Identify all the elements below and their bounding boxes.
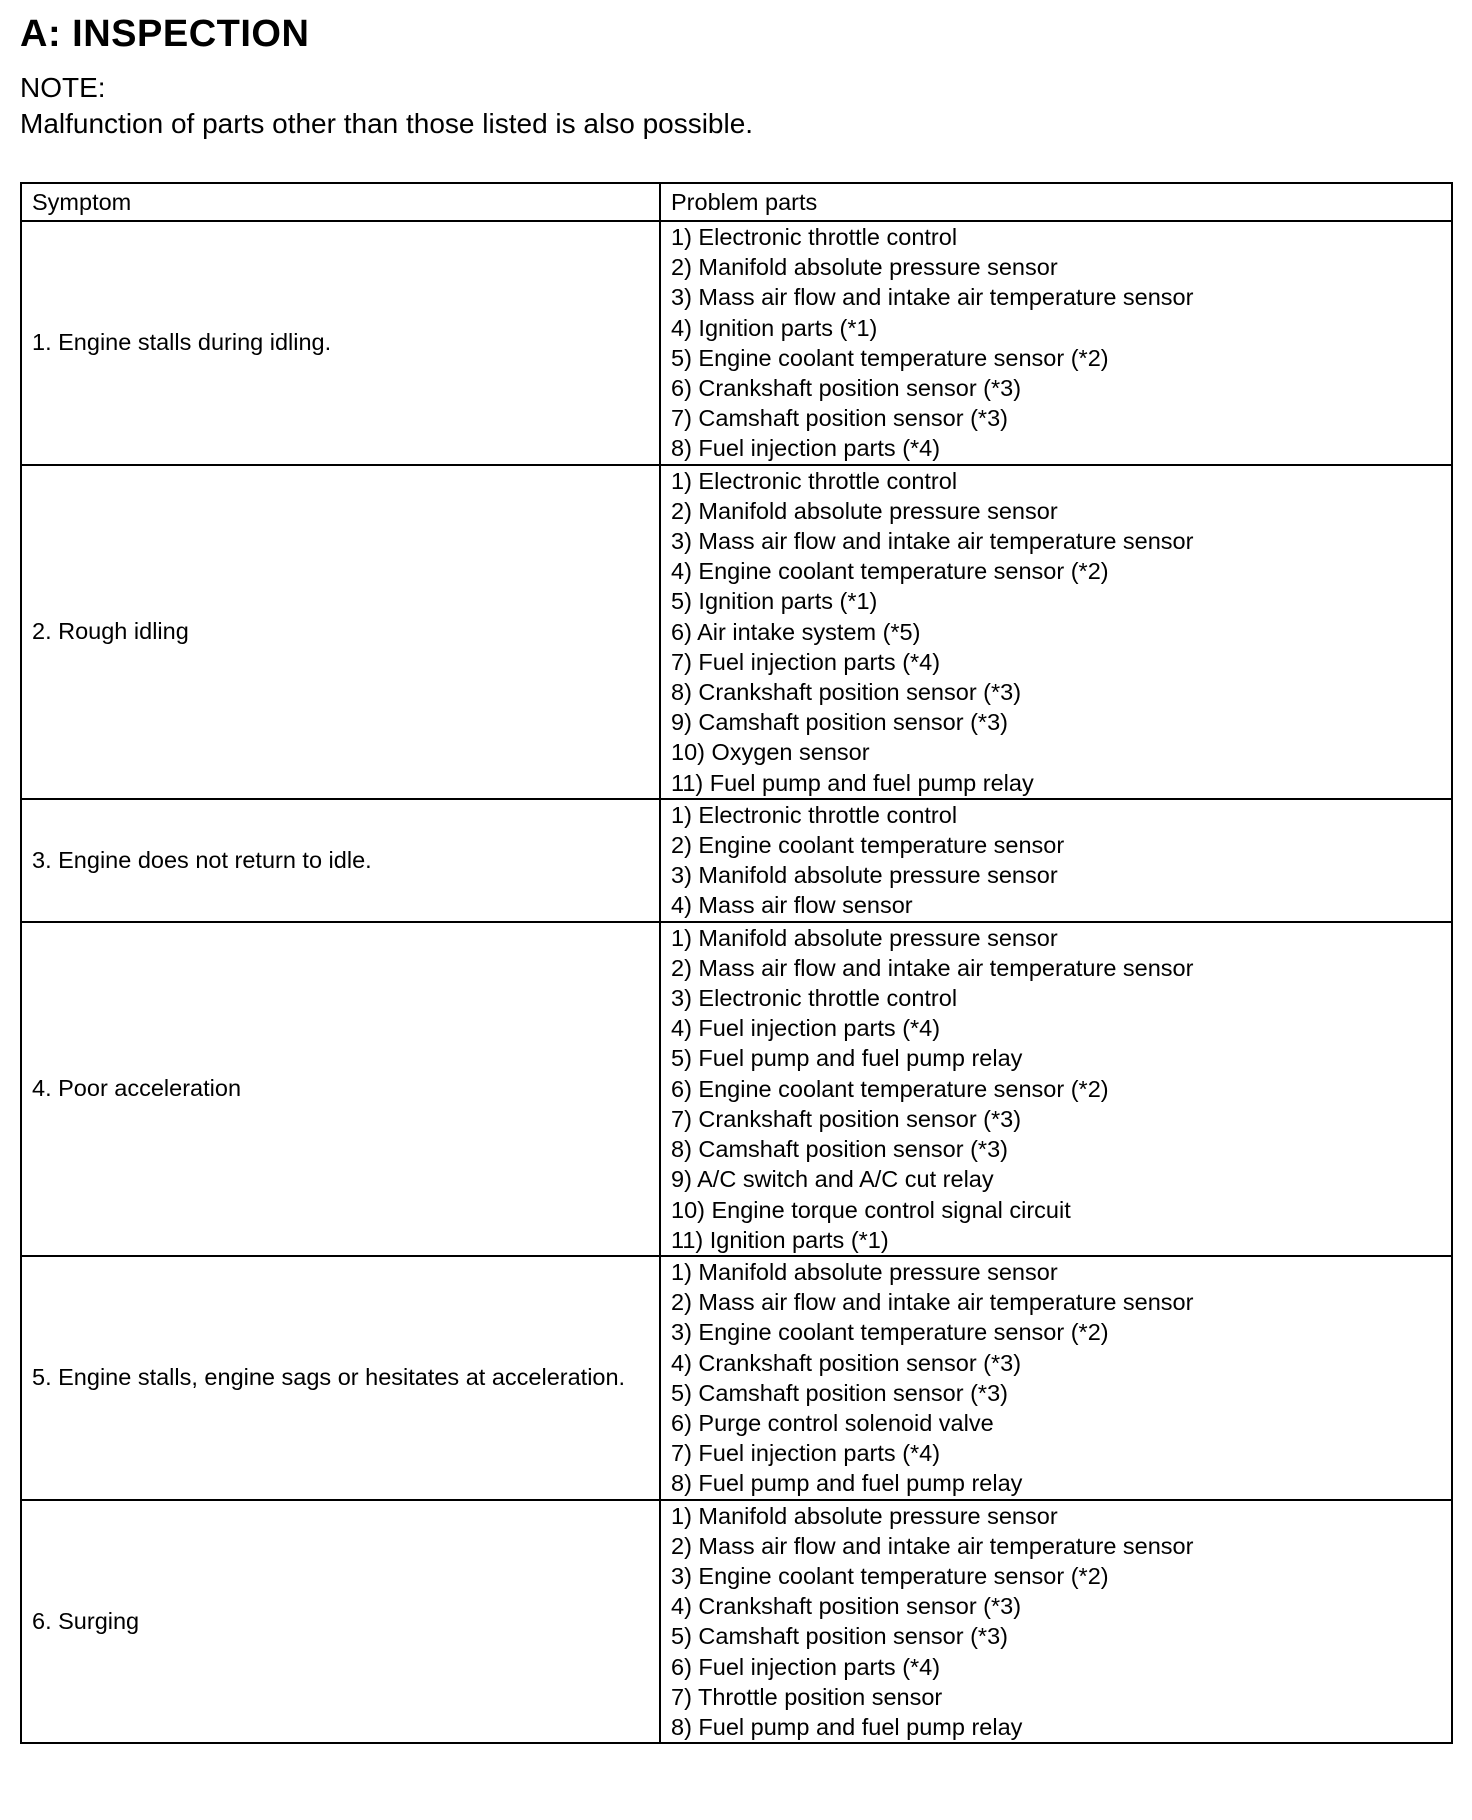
problem-part-item: 6) Air intake system (*5) bbox=[671, 618, 921, 645]
problem-part-item: 5) Ignition parts (*1) bbox=[671, 588, 878, 615]
problem-part-item: 4) Crankshaft position sensor (*3) bbox=[671, 1349, 1022, 1376]
problem-part-item: 3) Mass air flow and intake air temperature sensor bbox=[671, 284, 1194, 311]
problem-part-item: 5) Fuel pump and fuel pump relay bbox=[671, 1045, 1023, 1072]
problem-part-item: 5) Camshaft position sensor (*3) bbox=[671, 1623, 1008, 1650]
table-row bbox=[21, 1256, 1452, 1500]
problem-part-item: 1) Manifold absolute pressure sensor bbox=[671, 924, 1058, 951]
problem-part-item: 8) Crankshaft position sensor (*3) bbox=[671, 679, 1022, 706]
problem-part-item: 8) Camshaft position sensor (*3) bbox=[671, 1136, 1008, 1163]
symptom-cell: 1. Engine stalls during idling. bbox=[21, 221, 660, 465]
problem-part-item: 10) Oxygen sensor bbox=[671, 739, 870, 766]
problem-part-item: 8) Fuel pump and fuel pump relay bbox=[671, 1713, 1023, 1740]
table-row bbox=[21, 1500, 1452, 1744]
problem-parts-cell bbox=[660, 221, 1452, 465]
problem-part-item: 2) Engine coolant temperature sensor bbox=[671, 832, 1065, 859]
problem-part-item: 7) Throttle position sensor bbox=[671, 1683, 943, 1710]
problem-part-item: 10) Engine torque control signal circuit bbox=[671, 1196, 1071, 1223]
problem-part-item: 1) Manifold absolute pressure sensor bbox=[671, 1258, 1058, 1285]
problem-part-item: 2) Manifold absolute pressure sensor bbox=[671, 254, 1058, 281]
problem-part-item: 2) Mass air flow and intake air temperature sensor bbox=[671, 1289, 1194, 1316]
table-body bbox=[21, 221, 1452, 1743]
table-row bbox=[21, 221, 1452, 465]
problem-part-item: 7) Camshaft position sensor (*3) bbox=[671, 405, 1008, 432]
problem-parts-cell bbox=[660, 922, 1452, 1256]
problem-part-item: 2) Mass air flow and intake air temperature sensor bbox=[671, 954, 1194, 981]
problem-parts-cell bbox=[660, 799, 1452, 922]
problem-part-item: 8) Fuel pump and fuel pump relay bbox=[671, 1470, 1023, 1497]
table-header-row bbox=[21, 183, 1452, 221]
problem-part-item: 9) A/C switch and A/C cut relay bbox=[671, 1166, 994, 1193]
problem-parts-cell bbox=[660, 465, 1452, 799]
problem-part-item: 1) Electronic throttle control bbox=[671, 224, 958, 250]
problem-part-item: 7) Fuel injection parts (*4) bbox=[671, 1440, 941, 1467]
problem-part-item: 3) Mass air flow and intake air temperature sensor bbox=[671, 528, 1194, 555]
note-text: Malfunction of parts other than those listed is also possible. bbox=[20, 108, 754, 139]
problem-part-item: 6) Purge control solenoid valve bbox=[671, 1409, 994, 1436]
problem-part-item: 8) Fuel injection parts (*4) bbox=[671, 435, 941, 462]
problem-parts-cell bbox=[660, 1500, 1452, 1744]
problem-part-item: 3) Manifold absolute pressure sensor bbox=[671, 862, 1058, 889]
problem-part-item: 4) Mass air flow sensor bbox=[671, 892, 913, 919]
header-problem-parts: Problem parts bbox=[660, 183, 1452, 221]
symptom-cell: 5. Engine stalls, engine sags or hesitates at acceleration. bbox=[21, 1256, 660, 1500]
symptom-cell: 6. Surging bbox=[21, 1500, 660, 1744]
inspection-section bbox=[20, 10, 1452, 142]
problem-part-item: 3) Electronic throttle control bbox=[671, 985, 958, 1012]
inspection-table bbox=[20, 182, 1453, 1744]
table-row bbox=[21, 799, 1452, 922]
problem-part-item: 7) Fuel injection parts (*4) bbox=[671, 648, 941, 675]
problem-part-item: 2) Manifold absolute pressure sensor bbox=[671, 497, 1058, 524]
header-symptom: Symptom bbox=[21, 183, 660, 221]
problem-part-item: 11) Fuel pump and fuel pump relay bbox=[671, 769, 1034, 796]
section-heading: A: INSPECTION bbox=[20, 13, 310, 55]
problem-part-item: 4) Ignition parts (*1) bbox=[671, 314, 878, 341]
problem-part-item: 1) Electronic throttle control bbox=[671, 467, 958, 494]
problem-part-item: 3) Engine coolant temperature sensor (*2) bbox=[671, 1562, 1109, 1589]
table-row bbox=[21, 465, 1452, 799]
problem-part-item: 6) Crankshaft position sensor (*3) bbox=[671, 375, 1022, 402]
problem-part-item: 6) Fuel injection parts (*4) bbox=[671, 1653, 941, 1680]
problem-part-item: 5) Camshaft position sensor (*3) bbox=[671, 1379, 1008, 1406]
problem-part-item: 6) Engine coolant temperature sensor (*2) bbox=[671, 1075, 1109, 1102]
symptom-cell: 2. Rough idling bbox=[21, 465, 660, 799]
problem-part-item: 1) Manifold absolute pressure sensor bbox=[671, 1502, 1058, 1529]
problem-part-item: 2) Mass air flow and intake air temperature sensor bbox=[671, 1532, 1194, 1559]
problem-parts-cell bbox=[660, 1256, 1452, 1500]
problem-part-item: 9) Camshaft position sensor (*3) bbox=[671, 709, 1008, 736]
problem-part-item: 11) Ignition parts (*1) bbox=[671, 1226, 889, 1253]
problem-part-item: 4) Engine coolant temperature sensor (*2) bbox=[671, 558, 1109, 585]
problem-part-item: 5) Engine coolant temperature sensor (*2) bbox=[671, 344, 1109, 371]
problem-part-item: 4) Crankshaft position sensor (*3) bbox=[671, 1593, 1022, 1620]
table-row bbox=[21, 922, 1452, 1256]
problem-part-item: 1) Electronic throttle control bbox=[671, 801, 958, 828]
symptom-cell: 3. Engine does not return to idle. bbox=[21, 799, 660, 922]
problem-part-item: 3) Engine coolant temperature sensor (*2) bbox=[671, 1319, 1109, 1346]
problem-part-item: 4) Fuel injection parts (*4) bbox=[671, 1015, 941, 1042]
symptom-cell: 4. Poor acceleration bbox=[21, 922, 660, 1256]
problem-part-item: 7) Crankshaft position sensor (*3) bbox=[671, 1105, 1022, 1132]
note-label: NOTE: bbox=[20, 72, 106, 103]
